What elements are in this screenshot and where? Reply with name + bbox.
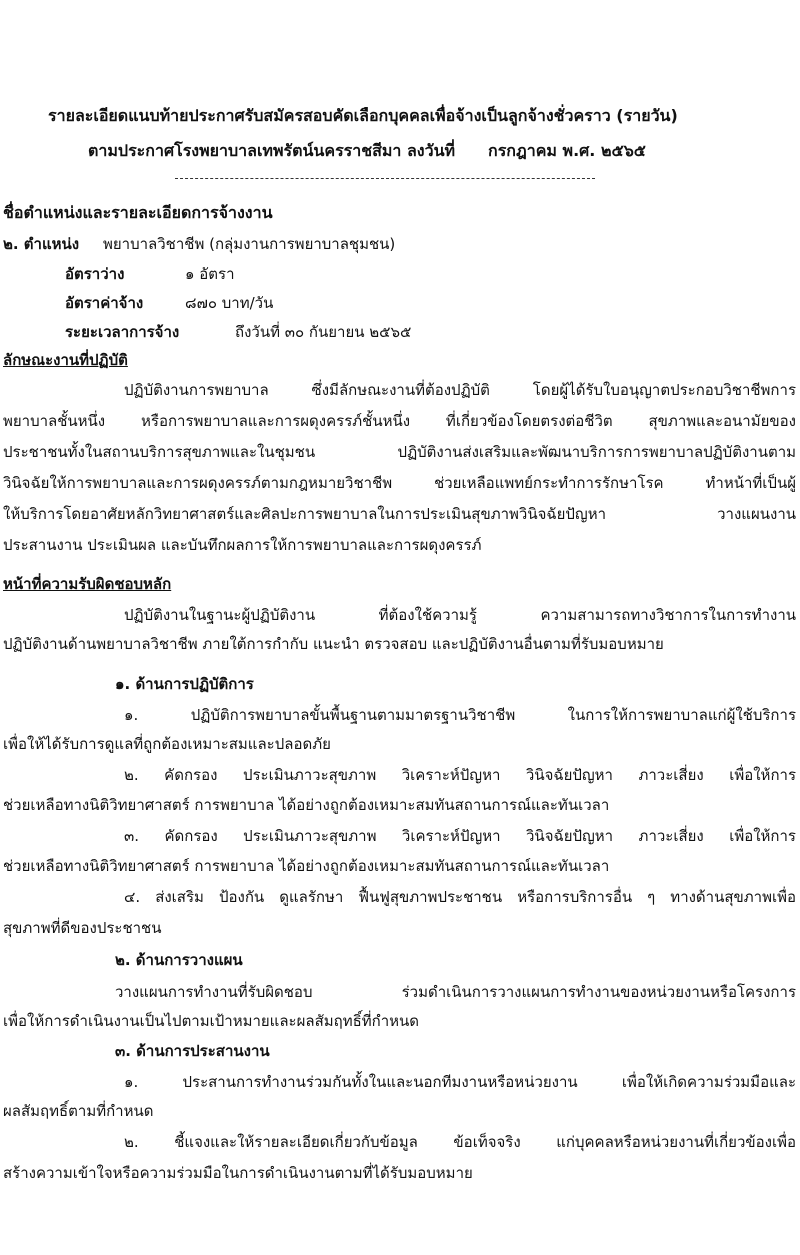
header-date: กรกฎาคม พ.ศ. ๒๕๖๕ bbox=[488, 141, 646, 160]
duties-intro-line: ปฏิบัติงานในฐานะผู้ปฏิบัติงาน ที่ต้องใช้ความรู้ ความสามารถทางวิชาการในการทำงาน bbox=[124, 606, 796, 624]
header-title-line2: ตามประกาศโรงพยาบาลเทพรัตน์นครราชสีมา ลงวันที่ bbox=[88, 141, 456, 160]
coordination-item-cont: ผลสัมฤทธิ์ตามที่กำหนด bbox=[3, 1102, 154, 1120]
vacancy-value: ๑ อัตรา bbox=[185, 265, 235, 283]
vacancy-label: อัตราว่าง bbox=[65, 265, 125, 283]
coordination-item: ๑. ประสานการทำงานร่วมกันทั้งในและนอกทีมงานหรือหน่วยงาน เพื่อให้เกิดความร่วมมือและ bbox=[124, 1073, 796, 1091]
practice-item-cont: ช่วยเหลือทางนิติวิทยาศาสตร์ การพยาบาล ได้อย่างถูกต้องเหมาะสมทันสถานการณ์และทันเวลา bbox=[3, 857, 610, 875]
job-nature-line: วินิจฉัยให้การพยาบาลและการผดุงครรภ์ตามกฎหมายวิชาชีพ ช่วยเหลือแพทย์กระทำการรักษาโรค ทำหน้าที่เป็นผู้ bbox=[3, 474, 796, 492]
practice-item-cont: ช่วยเหลือทางนิติวิทยาศาสตร์ การพยาบาล ได้อย่างถูกต้องเหมาะสมทันสถานการณ์และทันเวลา bbox=[3, 796, 610, 814]
period-label: ระยะเวลาการจ้าง bbox=[65, 323, 180, 341]
coordination-item: ๒. ชี้แจงและให้รายละเอียดเกี่ยวกับข้อมูล ข้อเท็จจริง แก่บุคคลหรือหน่วยงานที่เกี่ยวข้องเพื่อ bbox=[124, 1133, 796, 1151]
duties-intro-line: ปฏิบัติงานด้านพยาบาลวิชาชีพ ภายใต้การกำกับ แนะนำ ตรวจสอบ และปฏิบัติงานอื่นตามที่รับมอบหมาย bbox=[3, 635, 664, 653]
period-value: ถึงวันที่ ๓๐ กันยายน ๒๕๖๕ bbox=[235, 323, 412, 341]
coordination-item-cont: สร้างความเข้าใจหรือความร่วมมือในการดำเนินงานตามที่ได้รับมอบหมาย bbox=[3, 1164, 473, 1182]
job-nature-line: ให้บริการโดยอาศัยหลักวิทยาศาสตร์และศิลปะการพยาบาลในการประเมินสุขภาพวินิจฉัยปัญหา วางแผนงาน bbox=[3, 505, 796, 523]
wage-label: อัตราค่าจ้าง bbox=[65, 294, 144, 312]
wage-value: ๘๗๐ บาท/วัน bbox=[185, 294, 274, 312]
header-title-line1: รายละเอียดแนบท้ายประกาศรับสมัครสอบคัดเลือกบุคคลเพื่อจ้างเป็นลูกจ้างชั่วคราว (รายวัน) bbox=[48, 106, 678, 125]
practice-item-cont: เพื่อให้ได้รับการดูแลที่ถูกต้องเหมาะสมและปลอดภัย bbox=[3, 735, 331, 753]
job-nature-line: พยาบาลชั้นหนึ่ง หรือการพยาบาลและการผดุงครรภ์ชั้นหนึ่ง ที่เกี่ยวข้องโดยตรงต่อชีวิต สุขภาพและอนามัยของ bbox=[3, 412, 796, 430]
practice-item: ๔. ส่งเสริม ป้องกัน ดูแลรักษา ฟื้นฟูสุขภาพประชาชน หรือการบริการอื่น ๆ ทางด้านสุขภาพเพื่อ bbox=[124, 888, 796, 906]
coordination-heading: ๓. ด้านการประสานงาน bbox=[115, 1042, 270, 1060]
duties-title: หน้าที่ความรับผิดชอบหลัก bbox=[3, 575, 172, 593]
job-nature-line: ประสานงาน ประเมินผล และบันทึกผลการให้การพยาบาลและการผดุงครรภ์ bbox=[3, 536, 482, 554]
practice-item: ๒. คัดกรอง ประเมินภาวะสุขภาพ วิเคราะห์ปัญหา วินิจฉัยปัญหา ภาวะเสี่ยง เพื่อให้การ bbox=[124, 766, 796, 784]
job-nature-line: ปฏิบัติงานการพยาบาล ซึ่งมีลักษณะงานที่ต้องปฏิบัติ โดยผู้ได้รับใบอนุญาตประกอบวิชาชีพการ bbox=[124, 381, 796, 399]
practice-item: ๑. ปฏิบัติการพยาบาลขั้นพื้นฐานตามมาตรฐานวิชาชีพ ในการให้การพยาบาลแก่ผู้ใช้บริการ bbox=[124, 706, 796, 724]
practice-item: ๓. คัดกรอง ประเมินภาวะสุขภาพ วิเคราะห์ปัญหา วินิจฉัยปัญหา ภาวะเสี่ยง เพื่อให้การ bbox=[124, 827, 796, 845]
position-section-title: ชื่อตำแหน่งและรายละเอียดการจ้างงาน bbox=[3, 203, 273, 222]
practice-heading: ๑. ด้านการปฏิบัติการ bbox=[115, 675, 254, 693]
planning-line: เพื่อให้การดำเนินงานเป็นไปตามเป้าหมายและผลสัมฤทธิ์ที่กำหนด bbox=[3, 1012, 420, 1030]
position-number-label: ๒. ตำแหน่ง bbox=[3, 235, 80, 253]
header-divider bbox=[175, 178, 595, 179]
planning-heading: ๒. ด้านการวางแผน bbox=[115, 951, 243, 969]
job-nature-title: ลักษณะงานที่ปฏิบัติ bbox=[3, 351, 128, 369]
job-nature-line: ประชาชนทั้งในสถานบริการสุขภาพและในชุมชน ปฏิบัติงานส่งเสริมและพัฒนาบริการการพยาบาลปฏิบัติงานตาม bbox=[3, 443, 796, 461]
planning-line: วางแผนการทำงานที่รับผิดชอบ ร่วมดำเนินการวางแผนการทำงานของหน่วยงานหรือโครงการ bbox=[115, 983, 796, 1001]
practice-item-cont: สุขภาพที่ดีของประชาชน bbox=[3, 919, 162, 937]
position-name: พยาบาลวิชาชีพ (กลุ่มงานการพยาบาลชุมชน) bbox=[103, 235, 396, 253]
